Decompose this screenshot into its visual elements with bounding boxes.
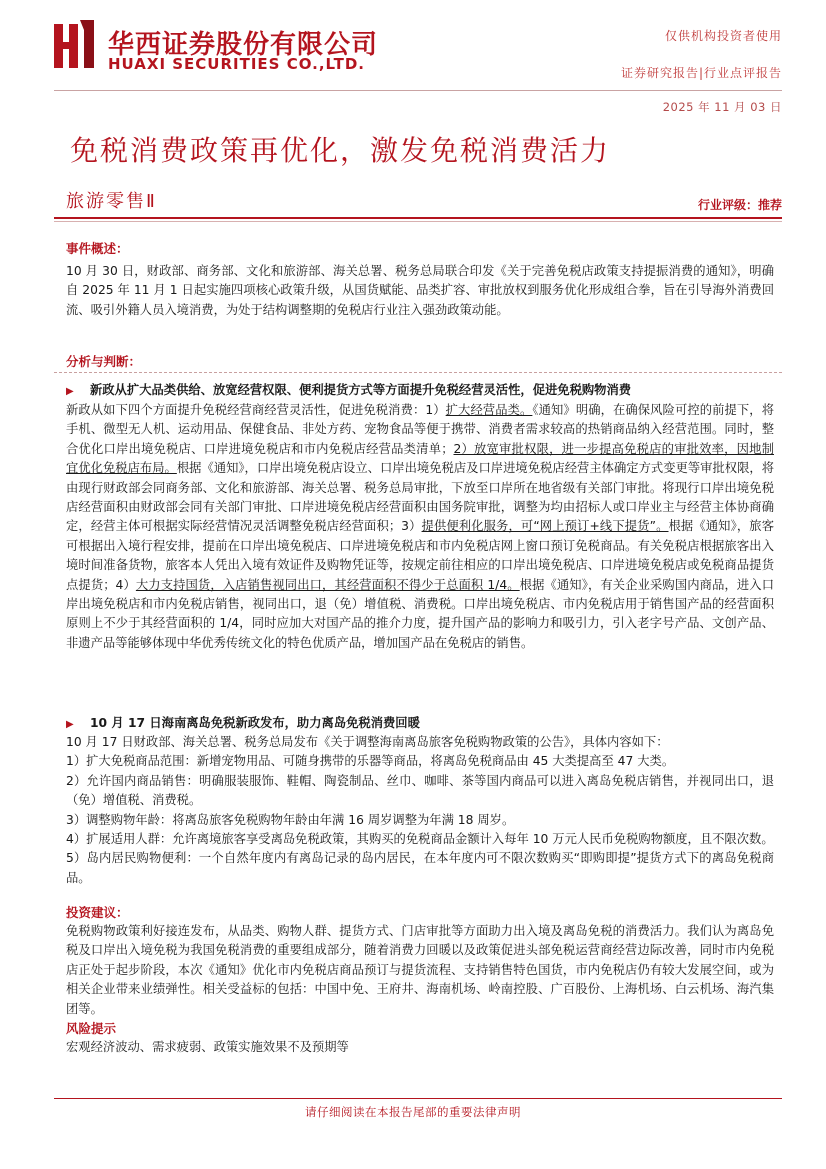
header-divider bbox=[54, 90, 782, 91]
bullet-text: 10 月 17 日海南离岛免税新政发布，助力离岛免税消费回暖 bbox=[90, 716, 420, 730]
text-run: 《通知》明确，在确保风险可控的前提下，将手机、微型无人机、运动用品、保健食品、非处方药、宠物食品等便于携带、消费者需求较高的热销商品纳入经营范围。同时，整合优化口岸出境免税店、口岸进境免税店和市内免税店经营品类清单； bbox=[66, 403, 774, 456]
bullet-text: 新政从扩大品类供给、放宽经营权限、便利提货方式等方面提升免税经营灵活性，促进免税购物消费 bbox=[90, 383, 632, 397]
company-name-cn: 华西证券股份有限公司 bbox=[108, 30, 379, 60]
industry-rating: 行业评级：推荐 bbox=[697, 198, 782, 212]
list-item: 5）岛内居民购物便利：一个自然年度内有离岛记录的岛内居民，在本年度内可不限次数购买“即购即提”提货方式下的离岛免税商品。 bbox=[66, 851, 774, 885]
legal-notice: 请仔细阅读在本报告尾部的重要法律声明 bbox=[305, 1105, 521, 1119]
bullet-item-1 bbox=[66, 381, 774, 401]
advice-text: 免税购物政策利好接连发布，从品类、购物人群、提货方式、门店审批等方面助力出入境及离岛免税的消费活力。我们认为离岛免税及口岸出入境免税为我国免税消费的重要组成部分，随着消费力回暖以及政策促进头部免税运营商经营边际改善，同时市内免税店正处于起步阶段，本次《通知》优化市内免税店商品预订与提货流程、支持销售特色国货，市内免税店仍有较大发展空间，或为相关企业带来业绩弹性。相关受益标的包括：中国中免、王府井、海南机场、岭南控股、广百股份、上海机场、白云机场、海汽集团等。 bbox=[66, 924, 774, 1016]
text-run: 根据《通知》，有关企业采购国内商品，进入口岸出境免税店和市内免税店销售，视同出口，退（免）增值税、消费税。口岸出境免税店、市内免税店用于销售国产品的经营面积原则上不少于其经营面积的 1/4，同时应加大对国产品的推介力度，提升国产品的影响力和吸引力，引入老字号产品、文创产品、非遗产品等能够体现中华优秀传统文化的特色优质产品，增加国产品在免税店的销售。 bbox=[66, 577, 775, 650]
underlined-text: 大力支持国货，入店销售视同出口，其经营面积不得少于总面积 1/4。 bbox=[135, 577, 520, 592]
analysis-paragraph-1 bbox=[66, 401, 774, 653]
bullet-item-2 bbox=[66, 714, 774, 734]
report-title: 免税消费政策再优化，激发免税消费活力 bbox=[70, 134, 611, 167]
analysis-paragraph-2 bbox=[66, 733, 774, 888]
report-date: 2025 年 11 月 03 日 bbox=[662, 100, 782, 114]
advice-paragraph bbox=[66, 922, 774, 1019]
report-type: 证券研究报告|行业点评报告 bbox=[620, 66, 782, 80]
text-run: 新政从如下四个方面提升免税经营商经营灵活性，促进免税消费：1） bbox=[66, 403, 446, 417]
advice-heading: 投资建议： bbox=[66, 905, 129, 920]
underlined-text: 2）放宽审批权限，进一步提高免税店的审批效率，因地制宜优化免税店布局。 bbox=[66, 441, 774, 476]
title-divider-thin bbox=[54, 221, 782, 222]
section-divider bbox=[54, 372, 782, 373]
analysis-heading: 分析与判断： bbox=[66, 354, 142, 369]
bullet-arrow-icon: ▶ bbox=[66, 386, 74, 397]
list-item: 1）扩大免税商品范围：新增宠物用品、可随身携带的乐器等商品，将离岛免税商品由 45 大类提高至 47 大类。 bbox=[66, 754, 675, 769]
bullet-arrow-icon: ▶ bbox=[66, 719, 74, 730]
usage-note: 仅供机构投资者使用 bbox=[664, 29, 782, 43]
list-item: 4）扩展适用人群：允许离境旅客享受离岛免税政策，其购买的免税商品金额计入每年 10 万元人民币免税购物额度，且不限次数。 bbox=[66, 832, 774, 847]
list-item: 2）允许国内商品销售：明确服装服饰、鞋帽、陶瓷制品、丝巾、咖啡、茶等国内商品可以进入离岛免税店销售，并视同出口，退（免）增值税、消费税。 bbox=[66, 773, 774, 808]
list-item: 10 月 17 日财政部、海关总署、税务总局发布《关于调整海南离岛旅客免税购物政策的公告》，具体内容如下： bbox=[66, 735, 669, 749]
risk-paragraph bbox=[66, 1038, 774, 1057]
event-paragraph bbox=[66, 262, 774, 320]
sector-name: 旅游零售Ⅱ bbox=[66, 191, 157, 212]
list-item: 3）调整购物年龄：将离岛旅客免税购物年龄由年满 16 周岁调整为年满 18 周岁。 bbox=[66, 812, 515, 827]
risk-heading: 风险提示 bbox=[66, 1021, 117, 1036]
footer-divider bbox=[54, 1098, 782, 1099]
underlined-text: 扩大经营品类。 bbox=[445, 403, 533, 417]
risk-text: 宏观经济波动、需求疲弱、政策实施效果不及预期等 bbox=[66, 1040, 349, 1054]
underlined-text: 提供便利化服务，可“网上预订+线下提货”。 bbox=[421, 519, 669, 534]
text-run: 根据《通知》，口岸出境免税店设立、口岸出境免税店及口岸进境免税店经营主体确定方式变更等审批权限，将由现行财政部会同商务部、文化和旅游部、海关总署、税务总局审批，下放至口岸所在地省级有关部门审批。将现行口岸出境免税店经营面积由财政部会同有关部门审批、口岸进境免税店经营面积由国务院审批，调整为均由招标人或口岸业主与经营主体协商确定，经营主体可根据实际经营情况灵活调整免税店经营面积；3） bbox=[66, 461, 774, 534]
title-divider bbox=[54, 217, 782, 219]
text-run: 根据《通知》，旅客可根据出入境行程安排，提前在口岸出境免税店、口岸进境免税店和市内免税店网上窗口预订免税商品。有关免税店根据旅客出入境时间准备货物，旅客本人凭出入境有效证件及购物凭证等，按规定前往相应的口岸出境免税店、口岸进境免税店或免税商品提货点提货；4） bbox=[66, 519, 774, 592]
company-name-en: HUAXI SECURITIES CO.,LTD. bbox=[108, 55, 365, 73]
event-text: 10 月 30 日，财政部、商务部、文化和旅游部、海关总署、税务总局联合印发《关于完善免税店政策支持提振消费的通知》，明确自 2025 年 11 月 1 日起实施四项核心政策升级，从国货赋能、品类扩容、审批放权到服务优化形成组合拳，旨在引导海外消费回流、吸引外籍人员入境消费，为处于结构调整期的免税店行业注入强劲政策动能。 bbox=[66, 264, 774, 317]
huaxi-logo-icon bbox=[54, 20, 94, 68]
event-heading: 事件概述： bbox=[66, 241, 129, 256]
